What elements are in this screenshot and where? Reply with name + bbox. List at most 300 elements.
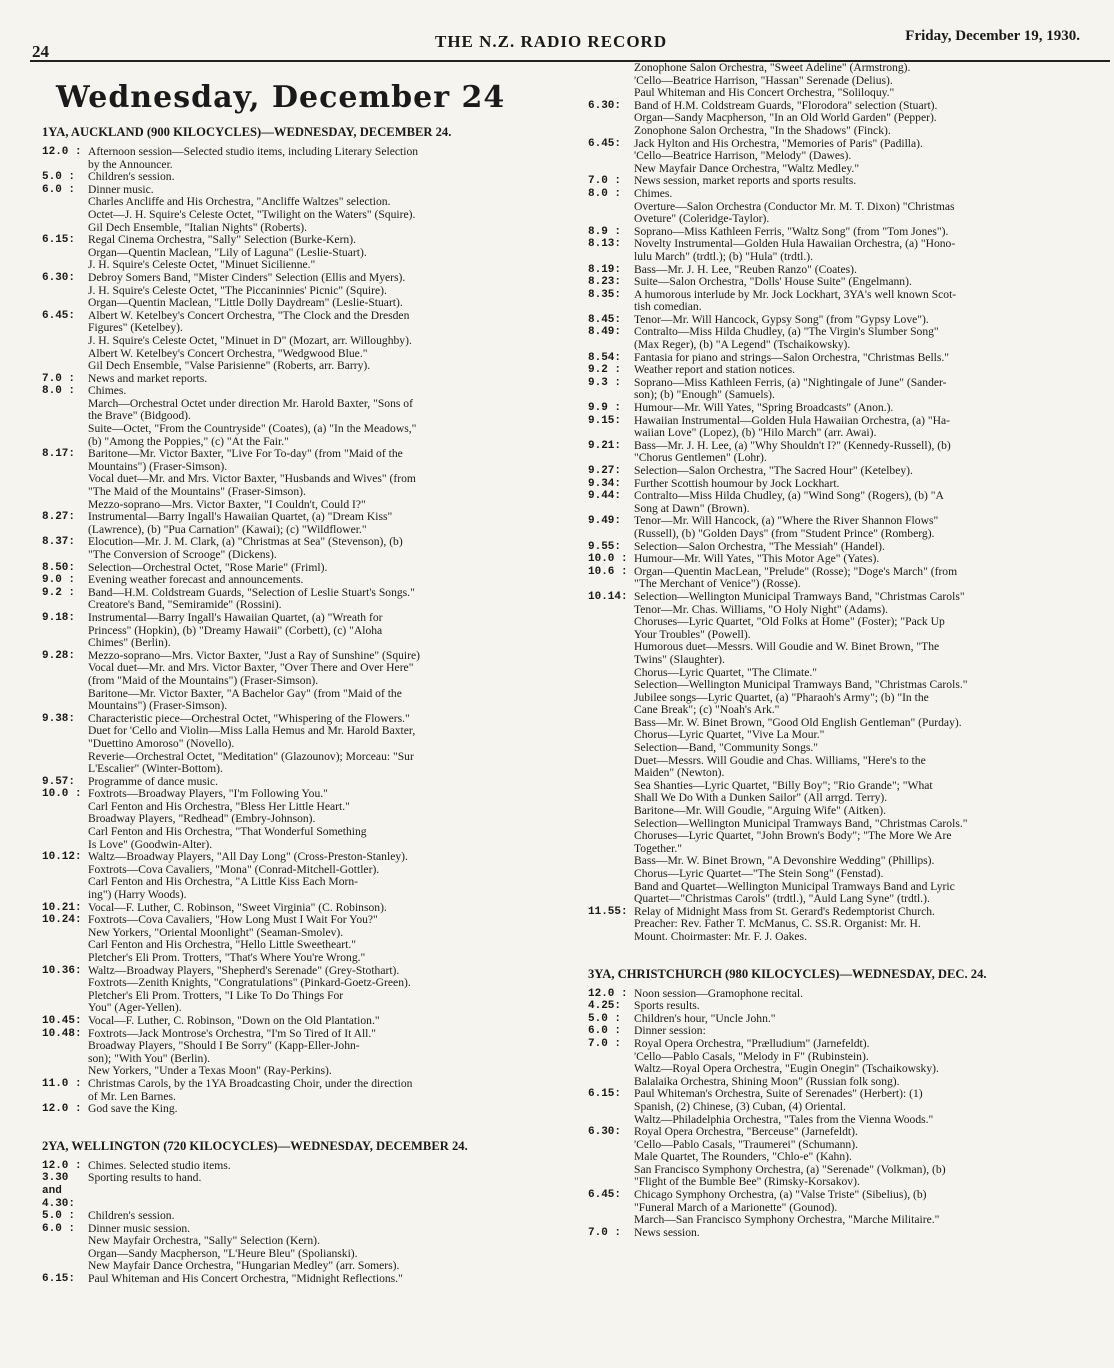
- programme-line: New Mayfair Dance Orchestra, "Hungarian Medley" (arr. Somers).: [88, 1260, 400, 1273]
- programme-time: 9.57:: [42, 775, 76, 788]
- programme-line: News session.: [634, 1226, 700, 1239]
- programme-line: Sports results.: [634, 1000, 700, 1013]
- programme-lines: [88, 1210, 560, 1223]
- programme-entry: [42, 536, 560, 561]
- programme-line: Paul Whiteman's Orchestra, Suite of Serenades" (Herbert): (1): [634, 1088, 923, 1101]
- programme-entry: [42, 310, 560, 373]
- programme-line: Vocal—F. Luther, C. Robinson, "Sweet Virginia" (C. Robinson).: [88, 901, 387, 914]
- right-column: [588, 62, 1105, 1362]
- programme-time: 9.0 :: [42, 574, 76, 587]
- programme-time: 6.30:: [42, 271, 76, 284]
- programme-lines: [634, 1189, 1105, 1227]
- programme-line: the Brave" (Bidgood).: [88, 410, 191, 423]
- programme-line: Zonophone Salon Orchestra, "Sweet Adeline" (Armstrong).: [634, 62, 911, 74]
- programme-lines: [88, 851, 560, 901]
- programme-entry: [42, 776, 560, 789]
- programme-line: Chorus—Lyric Quartet, "Vive La Mour.": [634, 729, 825, 742]
- programme-entry: [588, 541, 1105, 554]
- programme-entry: [588, 515, 1105, 540]
- programme-line: Elocution—Mr. J. M. Clark, (a) "Christmas at Sea" (Stevenson), (b): [88, 536, 403, 549]
- programme-line: Royal Opera Orchestra, "Prælludium" (Jarnefeldt).: [634, 1037, 870, 1050]
- programme-line: Chimes. Selected studio items.: [88, 1159, 231, 1172]
- programme-line: Figures" (Ketelbey).: [88, 322, 183, 335]
- programme-entry: [42, 902, 560, 915]
- programme-lines: [88, 448, 560, 511]
- programme-time: 6.45:: [588, 1189, 622, 1202]
- programme-line: Carl Fenton and His Orchestra, "Hello Little Sweetheart.": [88, 939, 356, 952]
- programme-lines: [88, 1103, 560, 1116]
- programme-line: Further Scottish houmour by Jock Lockhart.: [634, 477, 840, 490]
- programme-line: Chorus—Lyric Quartet, "The Climate.": [634, 666, 818, 679]
- programme-entry: [42, 1172, 560, 1210]
- programme-lines: [634, 226, 1105, 239]
- programme-lines: [634, 175, 1105, 188]
- programme-line: Together.": [634, 842, 683, 855]
- programme-entry: [42, 1028, 560, 1078]
- programme-entry: [42, 234, 560, 272]
- programme-line: Hawaiian Instrumental—Golden Hula Hawaiian Orchestra, (a) "Ha-: [634, 414, 951, 427]
- programme-lines: [634, 490, 1105, 515]
- programme-lines: [88, 587, 560, 612]
- programme-line: March—Orchestral Octet under direction Mr. Harold Baxter, "Sons of: [88, 397, 413, 410]
- programme-line: Mount. Choirmaster: Mr. F. J. Oakes.: [634, 930, 807, 943]
- programme-line: Jack Hylton and His Orchestra, "Memories of Paris" (Padilla).: [634, 137, 923, 150]
- programme-entry: [42, 1223, 560, 1273]
- programme-lines: [634, 988, 1105, 1001]
- programme-lines: [634, 1126, 1105, 1189]
- programme-entry: [42, 914, 560, 964]
- programme-lines: [88, 776, 560, 789]
- programme-line: tish comedian.: [634, 301, 702, 314]
- programme-time: 8.54:: [588, 351, 622, 364]
- programme-line: Reverie—Orchestral Octet, "Meditation" (Glazounov); Morceau: "Sur: [88, 750, 414, 763]
- left-column: [42, 62, 560, 1362]
- programme-entry: [588, 1088, 1105, 1126]
- programme-lines: [88, 171, 560, 184]
- programme-line: Royal Opera Orchestra, "Berceuse" (Jarnefeldt).: [634, 1126, 858, 1139]
- programme-lines: [634, 415, 1105, 440]
- programme-line: Oveture" (Coleridge-Taylor).: [634, 213, 770, 226]
- programme-line: Selection—Band, "Community Songs.": [634, 742, 819, 755]
- programme-line: San Francisco Symphony Orchestra, (a) "Serenade" (Volkman), (b): [634, 1163, 946, 1176]
- programme-line: Gil Dech Ensemble, "Valse Parisienne" (Roberts, arr. Barry).: [88, 360, 371, 373]
- programme-line: Dinner music.: [88, 183, 154, 196]
- programme-time: 5.0 :: [588, 1012, 622, 1025]
- programme-line: Gil Dech Ensemble, "Italian Nights" (Roberts).: [88, 221, 308, 234]
- programme-line: Duet—Messrs. Will Goudie and Chas. Williams, "Here's to the: [634, 754, 926, 767]
- programme-lines: [88, 562, 560, 575]
- programme-lines: [634, 352, 1105, 365]
- programme-line: Maiden" (Newton).: [634, 767, 725, 780]
- programme-time: 9.44:: [588, 490, 622, 503]
- programme-entry: [588, 276, 1105, 289]
- station-heading: 2YA, WELLINGTON (720 KILOCYCLES)—WEDNESDAY, DECEMBER 24.: [42, 1138, 468, 1153]
- programme-line: Suite—Salon Orchestra, "Dolls' House Suite" (Engelmann).: [634, 276, 912, 289]
- programme-time: 6.45:: [588, 137, 622, 150]
- programme-entry: [42, 1078, 560, 1103]
- programme-entry: [42, 171, 560, 184]
- programme-lines: [88, 1160, 560, 1173]
- programme-line: Children's hour, "Uncle John.": [634, 1012, 776, 1025]
- programme-entry: [588, 478, 1105, 491]
- programme-entry: [588, 364, 1105, 377]
- programme-line: Baritone—Mr. Victor Baxter, "Live For To-day" (from "Maid of the: [88, 448, 403, 461]
- programme-time: 10.6 :: [588, 565, 628, 578]
- programme-entry: [588, 314, 1105, 327]
- programme-entry: [588, 1025, 1105, 1038]
- programme-entry: [42, 385, 560, 448]
- programme-time: 10.21:: [42, 901, 82, 914]
- programme-line: Choruses—Lyric Quartet, "Old Folks at Home" (Foster); "Pack Up: [634, 616, 945, 629]
- programme-line: Foxtrots—Jack Montrose's Orchestra, "I'm So Tired of It All.": [88, 1027, 377, 1040]
- programme-entry: [42, 562, 560, 575]
- programme-line: Contralto—Miss Hilda Chudley, (a) "The Virgin's Slumber Song": [634, 326, 939, 339]
- programme-time: 9.18:: [42, 611, 76, 624]
- programme-line: 'Cello—Beatrice Harrison, "Hassan" Serenade (Delius).: [634, 74, 893, 87]
- programme-line: Sporting results to hand.: [88, 1172, 202, 1185]
- programme-line: Relay of Midnight Mass from St. Gerard's Redemptorist Church.: [634, 905, 935, 918]
- programme-line: New Mayfair Orchestra, "Sally" Selection (Kern).: [88, 1235, 320, 1248]
- programme-entry: [588, 352, 1105, 365]
- programme-line: "The Maid of the Mountains" (Fraser-Simson).: [88, 486, 306, 499]
- programme-line: Mountains") (Fraser-Simson).: [88, 700, 228, 713]
- programme-lines: [88, 511, 560, 536]
- programme-entry: [588, 906, 1105, 944]
- section-gap: [42, 1116, 560, 1130]
- programme-time: 10.24:: [42, 914, 82, 927]
- programme-line: Mezzo-soprano—Mrs. Victor Baxter, "I Couldn't, Could I?": [88, 498, 366, 511]
- programme-line: lulu March" (trdtl.); (b) "Hula" (trdtl.).: [634, 250, 814, 263]
- programme-line: Evening weather forecast and announcements.: [88, 574, 304, 587]
- programme-line: Contralto—Miss Hilda Chudley, (a) "Wind Song" (Rogers), (b) "A: [634, 490, 944, 503]
- programme-time: 9.2 :: [588, 364, 622, 377]
- programme-line: Albert W. Ketelbey's Concert Orchestra, "The Clock and the Dresden: [88, 309, 410, 322]
- programme-entry: [42, 650, 560, 713]
- programme-line: Tenor—Mr. Will Hancock, Gypsy Song" (from "Gypsy Love").: [634, 313, 929, 326]
- programme-line: Chimes.: [88, 385, 127, 398]
- programme-line: Afternoon session—Selected studio items, including Literary Selection: [88, 146, 419, 158]
- programme-entry: [588, 100, 1105, 138]
- programme-entry: [588, 264, 1105, 277]
- programme-time: 12.0 :: [42, 1103, 82, 1116]
- programme-lines: [88, 574, 560, 587]
- programme-line: Foxtrots—Zenith Knights, "Congratulations" (Pinkard-Goetz-Green).: [88, 977, 411, 990]
- programme-entry: [42, 965, 560, 1015]
- station-heading: 1YA, AUCKLAND (900 KILOCYCLES)—WEDNESDAY, DECEMBER 24.: [42, 125, 452, 139]
- programme-line: Foxtrots—Cova Cavaliers, "How Long Must I Wait For You?": [88, 914, 378, 927]
- programme-line: Carl Fenton and His Orchestra, "Bless Her Little Heart.": [88, 800, 350, 813]
- programme-line: Male Quartet, The Rounders, "Chlo-e" (Kahn).: [634, 1151, 852, 1164]
- programme-entry: [588, 1189, 1105, 1227]
- programme-line: son); (b) "Enough" (Samuels).: [634, 389, 775, 402]
- programme-line: God save the King.: [88, 1103, 178, 1116]
- programme-lines: [634, 276, 1105, 289]
- programme-line: New Mayfair Dance Orchestra, "Waltz Medley.": [634, 162, 860, 175]
- programme-line: Humorous duet—Messrs. Will Goudie and W. Binet Brown, "The: [634, 641, 940, 654]
- programme-line: Pletcher's Eli Prom. Trotters, "That's Where You're Wrong.": [88, 952, 366, 964]
- programme-lines: [88, 650, 560, 713]
- programme-lines: [634, 591, 1105, 906]
- programme-line: Quartet—"Christmas Carols" (trdtl.), "Auld Lang Syne" (trdtl.).: [634, 893, 930, 906]
- programme-line: News and market reports.: [88, 372, 208, 385]
- programme-line: Overture—Salon Orchestra (Conductor Mr. M. T. Dixon) "Christmas: [634, 200, 955, 213]
- programme-lines: [88, 373, 560, 386]
- programme-line: Duet for 'Cello and Violin—Miss Lalla Hemus and Mr. Harold Baxter,: [88, 725, 416, 738]
- programme-lines: [634, 377, 1105, 402]
- programme-line: News session, market reports and sports results.: [634, 175, 857, 188]
- programme-line: Princess" (Hopkin), (b) "Dreamy Hawaii" (Corbett), (c) "Aloha: [88, 624, 383, 637]
- programme-entry: [588, 553, 1105, 566]
- programme-line: Soprano—Miss Kathleen Ferris, "Waltz Song" (from "Tom Jones").: [634, 225, 949, 238]
- programme-line: Instrumental—Barry Ingall's Hawaiian Quartet, (a) "Dream Kiss": [88, 511, 393, 524]
- programme-line: Baritone—Mr. Victor Baxter, "A Bachelor Gay" (from "Maid of the: [88, 687, 402, 700]
- programme-line: (from "Maid of the Mountains") (Fraser-Simson).: [88, 674, 319, 687]
- programme-entry: [42, 1015, 560, 1028]
- programme-line: Jubilee songs—Lyric Quartet, (a) "Pharaoh's Army"; (b) "In the: [634, 691, 929, 704]
- programme-entry: [42, 851, 560, 901]
- programme-time: [588, 62, 634, 100]
- programme-entry: [42, 511, 560, 536]
- programme-lines: [634, 289, 1105, 314]
- programme-line: New Yorkers, "Oriental Moonlight" (Seaman-Smolev).: [88, 926, 344, 939]
- programme-entry: [588, 1013, 1105, 1026]
- programme-time: 10.0 :: [42, 788, 82, 801]
- programme-entry: [42, 1160, 560, 1173]
- programme-line: Balalaika Orchestra, Shining Moon" (Russian folk song).: [634, 1075, 900, 1088]
- programme-lines: [88, 1015, 560, 1028]
- programme-line: Dinner music session.: [88, 1222, 191, 1235]
- programme-lines: [88, 713, 560, 776]
- programme-lines: [634, 62, 1105, 100]
- programme-time: 9.21:: [588, 439, 622, 452]
- programme-line: Preacher: Rev. Father T. McManus, C. SS.R. Organist: Mr. H.: [634, 918, 921, 931]
- programme-entry: [42, 448, 560, 511]
- programme-line: A humorous interlude by Mr. Jock Lockhart, 3YA's well known Scot-: [634, 288, 957, 301]
- programme-entry: [42, 612, 560, 650]
- programme-line: Bass—Mr. J. H. Lee, "Reuben Ranzo" (Coates).: [634, 263, 857, 276]
- programme-lines: [88, 1078, 560, 1103]
- programme-lines: [634, 326, 1105, 351]
- programme-time: 9.38:: [42, 712, 76, 725]
- programme-line: Carl Fenton and His Orchestra, "That Wonderful Something: [88, 826, 367, 839]
- programme-lines: [634, 138, 1105, 176]
- programme-line: J. H. Squire's Celeste Octet, "Minuet in D" (Mozart, arr. Willoughby).: [88, 334, 412, 347]
- programme-line: Selection—Wellington Municipal Tramways Band, "Christmas Carols": [634, 590, 965, 603]
- programme-time: 8.19:: [588, 263, 622, 276]
- programme-line: Chimes" (Berlin).: [88, 637, 171, 650]
- programme-line: Humour—Mr. Will Yates, "This Motor Age" (Yates).: [634, 553, 880, 566]
- programme-time: 8.45:: [588, 313, 622, 326]
- programme-line: Paul Whiteman and His Concert Orchestra, "Soliloquy.": [634, 87, 895, 100]
- programme-line: son); "With You" (Berlin).: [88, 1052, 211, 1065]
- programme-line: Novelty Instrumental—Golden Hula Hawaiian Orchestra, (a) "Hono-: [634, 238, 956, 251]
- programme-line: New Yorkers, "Under a Texas Moon" (Ray-Perkins).: [88, 1065, 332, 1078]
- programme-line: Foxtrots—Cova Cavaliers, "Mona" (Conrad-Mitchell-Gottler).: [88, 863, 380, 876]
- programme-entry: [42, 1210, 560, 1223]
- section-gap: [588, 944, 1105, 958]
- publication-name: THE N.Z. RADIO RECORD: [435, 32, 668, 51]
- programme-lines: [634, 402, 1105, 415]
- programme-lines: [88, 788, 560, 851]
- programme-line: J. H. Squire's Celeste Octet, "The Piccaninnies' Picnic" (Squire).: [88, 284, 387, 297]
- programme-entry: [588, 415, 1105, 440]
- programme-time: 8.50:: [42, 561, 76, 574]
- programme-time: 8.49:: [588, 326, 622, 339]
- programme-line: Foxtrots—Broadway Players, "I'm Following You.": [88, 788, 328, 801]
- programme-lines: [88, 1273, 560, 1286]
- programme-entry: [42, 713, 560, 776]
- programme-time: 10.12:: [42, 851, 82, 864]
- programme-entry: [588, 1038, 1105, 1088]
- programme-lines: [634, 1227, 1105, 1240]
- programme-time: 8.23:: [588, 276, 622, 289]
- programme-line: Vocal duet—Mr. and Mrs. Victor Baxter, "Husbands and Wives" (from: [88, 473, 416, 486]
- programme-time: 10.36:: [42, 964, 82, 977]
- programme-time: 6.0 :: [588, 1025, 622, 1038]
- programme-line: Creatore's Band, "Semiramide" (Rossini).: [88, 599, 282, 612]
- programme-line: Twins" (Slaughter).: [634, 653, 725, 666]
- programme-entry: [588, 490, 1105, 515]
- programme-line: Mountains") (Fraser-Simson).: [88, 460, 228, 473]
- programme-line: Noon session—Gramophone recital.: [634, 987, 804, 1000]
- programme-time: 9.9 :: [588, 402, 622, 415]
- programme-time: 7.0 :: [588, 1037, 622, 1050]
- programme-line: Choruses—Lyric Quartet, "John Brown's Body"; "The More We Are: [634, 830, 952, 843]
- issue-date: Friday, December 19, 1930.: [905, 28, 1080, 44]
- programme-lines: [88, 914, 560, 964]
- programme-line: 'Cello—Pablo Casals, "Melody in F" (Rubinstein).: [634, 1050, 869, 1063]
- programme-line: Bass—Mr. W. Binet Brown, "A Devonshire Wedding" (Phillips).: [634, 855, 935, 868]
- programme-time: 6.30:: [588, 1126, 622, 1139]
- programme-line: Selection—Wellington Municipal Tramways Band, "Christmas Carols.": [634, 679, 968, 692]
- programme-time: 3.30 and 4.30:: [42, 1172, 76, 1210]
- programme-entry: [588, 1000, 1105, 1013]
- programme-lines: [88, 1172, 560, 1210]
- programme-line: Shall We Do With a Dunken Sailor" (All arrgd. Terry).: [634, 792, 888, 805]
- programme-lines: [88, 146, 560, 171]
- programme-line: March—San Francisco Symphony Orchestra, "Marche Militaire.": [634, 1214, 940, 1227]
- programme-time: 12.0 :: [588, 987, 628, 1000]
- programme-lines: [88, 612, 560, 650]
- programme-lines: [88, 965, 560, 1015]
- programme-line: Charles Ancliffe and His Orchestra, "Ancliffe Waltzes" selection.: [88, 196, 391, 209]
- programme-line: Is Love" (Goodwin-Alter).: [88, 838, 213, 851]
- programme-time: 10.14:: [588, 590, 628, 603]
- programme-lines: [634, 238, 1105, 263]
- programme-line: Vocal—F. Luther, C. Robinson, "Down on the Old Plantation.": [88, 1014, 380, 1027]
- programme-time: 8.13:: [588, 238, 622, 251]
- programme-line: of Mr. Len Barnes.: [88, 1090, 176, 1103]
- programme-lines: [634, 1013, 1105, 1026]
- programme-time: 7.0 :: [588, 175, 622, 188]
- programme-entry: [588, 440, 1105, 465]
- programme-entry: [588, 402, 1105, 415]
- programme-time: 9.3 :: [588, 376, 622, 389]
- programme-line: Broadway Players, "Redhead" (Embry-Johnson).: [88, 813, 316, 826]
- programme-line: Chimes.: [634, 187, 673, 200]
- programme-entry: [42, 574, 560, 587]
- programme-time: 6.15:: [588, 1088, 622, 1101]
- programme-line: L'Escalier" (Winter-Bottom).: [88, 763, 223, 776]
- programme-entry: [42, 373, 560, 386]
- programme-time: 9.2 :: [42, 586, 76, 599]
- programme-lines: [88, 184, 560, 234]
- programme-time: 5.0 :: [42, 171, 76, 184]
- programme-time: 10.48:: [42, 1027, 82, 1040]
- programme-lines: [634, 478, 1105, 491]
- programme-line: Programme of dance music.: [88, 775, 219, 788]
- programme-line: Selection—Salon Orchestra, "The Sacred Hour" (Ketelbey).: [634, 465, 913, 477]
- programme-line: Chicago Symphony Orchestra, (a) "Valse Triste" (Sibelius), (b): [634, 1189, 927, 1202]
- programme-lines: [88, 385, 560, 448]
- programme-line: Pletcher's Eli Prom. Trotters, "I Like To Do Things For: [88, 989, 344, 1002]
- programme-line: Tenor—Mr. Will Hancock, (a) "Where the River Shannon Flows": [634, 515, 939, 528]
- programme-line: "The Conversion of Scrooge" (Dickens).: [88, 549, 277, 561]
- programme-line: Dinner session:: [634, 1025, 706, 1038]
- programme-time: 8.37:: [42, 536, 76, 549]
- programme-line: Children's session.: [88, 171, 175, 184]
- programme-lines: [634, 515, 1105, 540]
- programme-line: Regal Cinema Orchestra, "Sally" Selection (Burke-Kern).: [88, 234, 356, 247]
- programme-lines: [88, 1028, 560, 1078]
- programme-line: ing") (Harry Woods).: [88, 889, 187, 902]
- programme-entry: [588, 377, 1105, 402]
- programme-line: Zonophone Salon Orchestra, "In the Shadows" (Finck).: [634, 124, 891, 137]
- programme-time: 7.0 :: [588, 1226, 622, 1239]
- programme-time: 6.15:: [42, 234, 76, 247]
- programme-lines: [634, 100, 1105, 138]
- programme-line: Weather report and station notices.: [634, 364, 795, 377]
- programme-line: by the Announcer.: [88, 158, 173, 171]
- programme-line: Organ—Sandy Macpherson, "In an Old World Garden" (Pepper).: [634, 112, 937, 125]
- programme-entry: [588, 591, 1105, 906]
- programme-line: Chorus—Lyric Quartet—"The Stein Song" (Fenstad).: [634, 868, 884, 880]
- programme-line: (Max Reger), (b) "A Legend" (Tschaikowsky).: [634, 339, 851, 352]
- programme-lines: [634, 1025, 1105, 1038]
- programme-line: Organ—Quentin Maclean, "Little Dolly Daydream" (Leslie-Stuart).: [88, 297, 403, 310]
- programme-lines: [88, 272, 560, 310]
- programme-time: 9.27:: [588, 465, 622, 477]
- programme-line: Selection—Orchestral Octet, "Rose Marie" (Friml).: [88, 561, 328, 574]
- programme-time: 12.0 :: [42, 1159, 82, 1172]
- programme-lines: [634, 1000, 1105, 1013]
- programme-lines: [634, 1088, 1105, 1126]
- programme-line: Children's session.: [88, 1210, 175, 1223]
- station-heading: 3YA, CHRISTCHURCH (980 KILOCYCLES)—WEDNESDAY, DEC. 24.: [588, 966, 987, 981]
- programme-time: 10.45:: [42, 1014, 82, 1027]
- programme-line: Selection—Wellington Municipal Tramways Band, "Christmas Carols.": [634, 817, 968, 830]
- programme-line: Humour—Mr. Will Yates, "Spring Broadcasts" (Anon.).: [634, 402, 894, 415]
- programme-line: 'Cello—Beatrice Harrison, "Melody" (Dawes).: [634, 150, 852, 163]
- programme-line: Tenor—Mr. Chas. Williams, "O Holy Night" (Adams).: [634, 603, 888, 616]
- programme-entry: [42, 1103, 560, 1116]
- programme-time: 8.0 :: [42, 385, 76, 398]
- programme-lines: [88, 536, 560, 561]
- running-head: [30, 28, 1084, 61]
- programme-line: Selection—Salon Orchestra, "The Messiah" (Handel).: [634, 540, 885, 553]
- programme-line: "Flight of the Bumble Bee" (Rimsky-Korsakov).: [634, 1176, 860, 1189]
- programme-time: 9.34:: [588, 477, 622, 490]
- programme-entry: [588, 465, 1105, 478]
- programme-line: "Funeral March of a Marionette" (Gounod).: [634, 1201, 838, 1214]
- programme-time: 9.49:: [588, 515, 622, 528]
- programme-time: 6.0 :: [42, 1222, 76, 1235]
- programme-entry: [42, 587, 560, 612]
- programme-line: (b) "Among the Poppies," (c) "At the Fair.": [88, 435, 289, 448]
- programme-line: Baritone—Mr. Will Goudie, "Arguing Wife" (Aitken).: [634, 805, 886, 818]
- programme-line: Band of H.M. Coldstream Guards, "Florodora" selection (Stuart).: [634, 99, 938, 112]
- programme-line: Paul Whiteman and His Concert Orchestra, "Midnight Reflections.": [88, 1273, 403, 1286]
